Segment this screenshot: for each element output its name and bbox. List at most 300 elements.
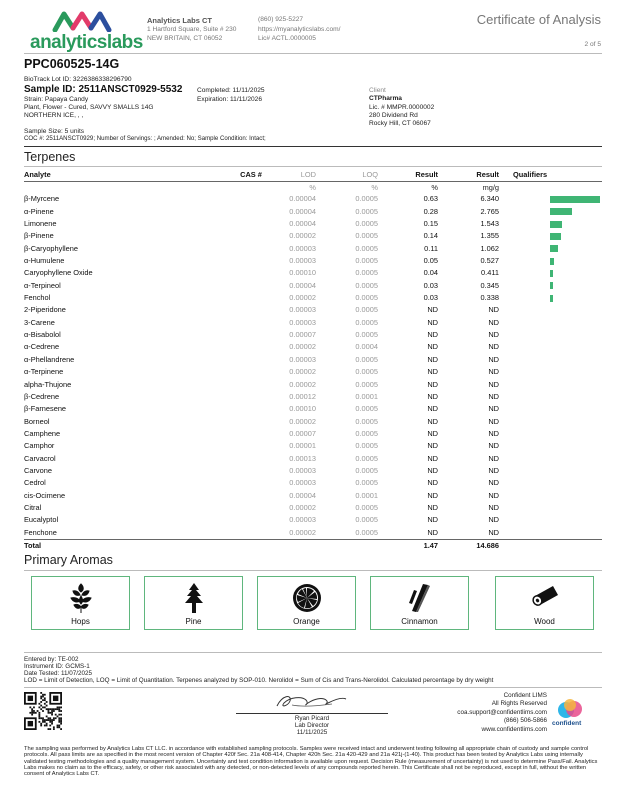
result-mg: 1.062 bbox=[480, 243, 499, 253]
result-mg: ND bbox=[488, 465, 499, 475]
result-pct: ND bbox=[427, 317, 438, 327]
result-mg: ND bbox=[488, 391, 499, 401]
result-bar bbox=[550, 295, 553, 302]
table-row bbox=[24, 403, 602, 415]
lod-value: 0.00002 bbox=[289, 502, 316, 512]
total-loq bbox=[316, 539, 378, 552]
table-row bbox=[24, 502, 602, 514]
lod-value: 0.00003 bbox=[289, 465, 316, 475]
analyte-name: α-Humulene bbox=[24, 256, 65, 266]
aroma-label: Hops bbox=[71, 617, 90, 626]
result-pct: ND bbox=[427, 515, 438, 525]
col-cas: CAS # bbox=[231, 169, 271, 182]
result-pct: 0.63 bbox=[423, 194, 438, 204]
loq-value: 0.0005 bbox=[355, 527, 378, 537]
product-type: Plant, Flower - Cured, SAVVY SMALLS 14G bbox=[24, 104, 154, 111]
lod-value: 0.00003 bbox=[289, 317, 316, 327]
lab-logo-mark-icon bbox=[52, 10, 112, 32]
cas-number bbox=[231, 514, 271, 526]
signer-name: Ryan Picard bbox=[294, 715, 330, 722]
pine-tree-icon bbox=[178, 582, 210, 614]
analyte-name: Fenchol bbox=[24, 293, 51, 303]
result-mg: ND bbox=[488, 342, 499, 352]
lod-value: 0.00007 bbox=[289, 330, 316, 340]
cas-number bbox=[231, 267, 271, 279]
qualifier-cell bbox=[499, 304, 602, 316]
loq-value: 0.0005 bbox=[355, 441, 378, 451]
lab-address-1: 1 Hartford Square, Suite # 230 bbox=[147, 26, 237, 33]
table-row bbox=[24, 379, 602, 391]
result-pct: ND bbox=[427, 342, 438, 352]
qualifier-cell bbox=[499, 416, 602, 428]
sample-size: Sample Size: 5 units bbox=[24, 128, 85, 135]
result-pct: ND bbox=[427, 478, 438, 488]
footer-divider bbox=[24, 652, 602, 653]
result-mg: ND bbox=[488, 354, 499, 364]
cas-number bbox=[231, 465, 271, 477]
loq-value: 0.0005 bbox=[355, 256, 378, 266]
cas-number bbox=[231, 354, 271, 366]
qualifier-cell bbox=[499, 366, 602, 378]
table-row bbox=[24, 218, 602, 230]
analyte-name: Cedrol bbox=[24, 478, 46, 488]
analyte-name: Camphene bbox=[24, 428, 61, 438]
entered-by: Entered by: TE-002 bbox=[24, 656, 79, 663]
lod-value: 0.00002 bbox=[289, 231, 316, 241]
loq-value: 0.0001 bbox=[355, 490, 378, 500]
loq-value: 0.0005 bbox=[355, 206, 378, 216]
aroma-label: Cinnamon bbox=[401, 617, 438, 626]
result-bar bbox=[550, 196, 600, 203]
units-row bbox=[24, 182, 602, 194]
loq-value: 0.0001 bbox=[355, 391, 378, 401]
result-pct: ND bbox=[427, 441, 438, 451]
qualifier-cell bbox=[499, 490, 602, 502]
result-bar bbox=[550, 221, 562, 228]
col-loq: LOQ bbox=[316, 169, 378, 182]
result-pct: ND bbox=[427, 354, 438, 364]
qualifier-cell bbox=[499, 453, 602, 465]
cas-number bbox=[231, 206, 271, 218]
loq-value: 0.0005 bbox=[355, 465, 378, 475]
col-result-pct: Result bbox=[378, 169, 438, 182]
analyte-name: Caryophyllene Oxide bbox=[24, 268, 93, 278]
table-row bbox=[24, 428, 602, 440]
signature bbox=[272, 691, 352, 713]
loq-value: 0.0005 bbox=[355, 428, 378, 438]
analyte-name: Carvacrol bbox=[24, 453, 56, 463]
lims-email[interactable]: coa.support@confidentlims.com bbox=[457, 709, 547, 716]
loq-value: 0.0005 bbox=[355, 305, 378, 315]
lod-value: 0.00003 bbox=[289, 305, 316, 315]
lims-phone: (866) 506-5866 bbox=[503, 717, 547, 724]
loq-value: 0.0005 bbox=[355, 219, 378, 229]
analyte-name: α-Pinene bbox=[24, 206, 54, 216]
loq-value: 0.0004 bbox=[355, 342, 378, 352]
lab-license: Lic# ACTL.0000005 bbox=[258, 35, 316, 42]
cas-number bbox=[231, 403, 271, 415]
lod-value: 0.00004 bbox=[289, 206, 316, 216]
aroma-cinnamon bbox=[370, 576, 469, 630]
page-number: 2 of 5 bbox=[584, 41, 601, 48]
cas-number bbox=[231, 527, 271, 540]
table-row bbox=[24, 391, 602, 403]
terpenes-table bbox=[24, 169, 602, 552]
qualifier-cell bbox=[499, 391, 602, 403]
loq-value: 0.0005 bbox=[355, 416, 378, 426]
table-row bbox=[24, 465, 602, 477]
qualifier-cell bbox=[499, 465, 602, 477]
result-mg: ND bbox=[488, 404, 499, 414]
terpenes-header-row bbox=[24, 169, 602, 182]
wood-log-icon bbox=[529, 582, 561, 614]
result-bar bbox=[550, 270, 553, 277]
table-row bbox=[24, 329, 602, 341]
qr-code bbox=[24, 692, 62, 730]
instrument-id: Instrument ID: GCMS-1 bbox=[24, 663, 90, 670]
cas-number bbox=[231, 218, 271, 230]
result-bar bbox=[550, 245, 558, 252]
table-row bbox=[24, 280, 602, 292]
result-mg: ND bbox=[488, 317, 499, 327]
col-lod: LOD bbox=[271, 169, 316, 182]
result-mg: 0.345 bbox=[480, 280, 499, 290]
notes-divider bbox=[24, 687, 602, 688]
total-cas bbox=[231, 539, 271, 552]
result-mg: ND bbox=[488, 453, 499, 463]
qualifier-cell bbox=[499, 428, 602, 440]
sample-id: Sample ID: 2511ANSCT0929-5532 bbox=[24, 84, 183, 95]
loq-value: 0.0005 bbox=[355, 404, 378, 414]
loq-value: 0.0005 bbox=[355, 453, 378, 463]
aroma-orange bbox=[257, 576, 356, 630]
result-bar bbox=[550, 208, 572, 215]
analyte-name: β-Pinene bbox=[24, 231, 54, 241]
lod-value: 0.00002 bbox=[289, 527, 316, 537]
lod-value: 0.00004 bbox=[289, 219, 316, 229]
result-mg: ND bbox=[488, 441, 499, 451]
aroma-label: Wood bbox=[534, 617, 555, 626]
lod-value: 0.00003 bbox=[289, 354, 316, 364]
info-divider bbox=[24, 146, 602, 147]
total-pct: 1.47 bbox=[378, 539, 438, 552]
table-row bbox=[24, 304, 602, 316]
result-pct: ND bbox=[427, 502, 438, 512]
analyte-name: α-Bisabolol bbox=[24, 330, 61, 340]
lod-value: 0.00002 bbox=[289, 293, 316, 303]
qualifier-cell bbox=[499, 379, 602, 391]
lod-value: 0.00002 bbox=[289, 379, 316, 389]
loq-value: 0.0005 bbox=[355, 367, 378, 377]
lod-value: 0.00004 bbox=[289, 490, 316, 500]
result-mg: 1.355 bbox=[480, 231, 499, 241]
table-row bbox=[24, 366, 602, 378]
analyte-name: 2-Piperidone bbox=[24, 305, 66, 315]
confident-logo-text: confident bbox=[552, 720, 582, 727]
table-row bbox=[24, 514, 602, 526]
table-row bbox=[24, 292, 602, 304]
analyte-name: Eucalyptol bbox=[24, 515, 59, 525]
analyte-name: 3-Carene bbox=[24, 317, 55, 327]
analyte-name: cis-Ocimene bbox=[24, 490, 66, 500]
date-tested: Date Tested: 11/07/2025 bbox=[24, 670, 93, 677]
lod-value: 0.00001 bbox=[289, 441, 316, 451]
unit-result-pct: % bbox=[431, 183, 438, 193]
cas-number bbox=[231, 193, 271, 205]
table-row bbox=[24, 267, 602, 279]
table-row bbox=[24, 317, 602, 329]
result-pct: ND bbox=[427, 416, 438, 426]
lab-name: Analytics Labs CT bbox=[147, 16, 213, 25]
lod-value: 0.00012 bbox=[289, 391, 316, 401]
cas-number bbox=[231, 317, 271, 329]
result-bar bbox=[550, 233, 561, 240]
loq-value: 0.0005 bbox=[355, 515, 378, 525]
aroma-hops bbox=[31, 576, 130, 630]
result-pct: 0.28 bbox=[423, 206, 438, 216]
loq-value: 0.0005 bbox=[355, 280, 378, 290]
qualifier-cell bbox=[499, 502, 602, 514]
aromas-title-divider bbox=[24, 570, 602, 571]
table-row bbox=[24, 206, 602, 218]
signature-line bbox=[236, 713, 388, 714]
result-mg: 6.340 bbox=[480, 194, 499, 204]
client-license: Lic. # MMPR.0000002 bbox=[369, 104, 435, 111]
analyte-name: Carvone bbox=[24, 465, 52, 475]
result-mg: 0.527 bbox=[480, 256, 499, 266]
cas-number bbox=[231, 366, 271, 378]
lod-value: 0.00003 bbox=[289, 256, 316, 266]
table-row bbox=[24, 243, 602, 255]
result-pct: 0.03 bbox=[423, 293, 438, 303]
cas-number bbox=[231, 477, 271, 489]
table-row bbox=[24, 193, 602, 205]
cas-number bbox=[231, 502, 271, 514]
loq-value: 0.0005 bbox=[355, 330, 378, 340]
signer-title: Lab Director bbox=[294, 722, 330, 729]
result-mg: ND bbox=[488, 379, 499, 389]
lod-value: 0.00003 bbox=[289, 478, 316, 488]
qualifier-cell bbox=[499, 527, 602, 540]
cas-number bbox=[231, 391, 271, 403]
analyte-name: β-Farnesene bbox=[24, 404, 67, 414]
result-pct: ND bbox=[427, 453, 438, 463]
unit-result-mg: mg/g bbox=[482, 183, 499, 193]
total-row bbox=[24, 539, 602, 552]
client-name: CTPharma bbox=[369, 95, 402, 102]
cas-number bbox=[231, 292, 271, 304]
loq-value: 0.0005 bbox=[355, 354, 378, 364]
result-mg: 1.543 bbox=[480, 219, 499, 229]
unit-loq: % bbox=[371, 183, 378, 193]
analyte-name: Borneol bbox=[24, 416, 50, 426]
analyte-name: α-Cedrene bbox=[24, 342, 60, 352]
cas-number bbox=[231, 280, 271, 292]
analyte-name: Citral bbox=[24, 502, 42, 512]
table-row bbox=[24, 490, 602, 502]
client-address-2: Rocky Hill, CT 06067 bbox=[369, 120, 431, 127]
result-mg: 2.765 bbox=[480, 206, 499, 216]
result-mg: 0.338 bbox=[480, 293, 499, 303]
cas-number bbox=[231, 243, 271, 255]
aroma-label: Orange bbox=[293, 617, 320, 626]
total-mg: 14.686 bbox=[438, 539, 499, 552]
terpenes-section-title: Terpenes bbox=[24, 150, 76, 164]
qualifier-cell bbox=[499, 514, 602, 526]
lab-phone: (860) 925-5227 bbox=[258, 16, 304, 23]
result-mg: ND bbox=[488, 428, 499, 438]
result-pct: 0.11 bbox=[424, 243, 438, 253]
cas-number bbox=[231, 416, 271, 428]
hops-icon bbox=[65, 582, 97, 614]
qualifier-cell bbox=[499, 354, 602, 366]
terpenes-title-divider bbox=[24, 166, 602, 167]
cas-number bbox=[231, 255, 271, 267]
lod-value: 0.00002 bbox=[289, 367, 316, 377]
result-pct: ND bbox=[427, 379, 438, 389]
analyte-name: Limonene bbox=[24, 219, 57, 229]
aroma-wood bbox=[495, 576, 594, 630]
total-qualifier bbox=[499, 539, 602, 552]
qualifier-cell bbox=[499, 440, 602, 452]
result-pct: ND bbox=[427, 527, 438, 537]
result-mg: ND bbox=[488, 502, 499, 512]
result-pct: 0.05 bbox=[423, 256, 438, 266]
biotrack-lot-id: BioTrack Lot ID: 3226386338296790 bbox=[24, 76, 132, 83]
cinnamon-stick-icon bbox=[404, 582, 436, 614]
lims-name: Confident LIMS bbox=[503, 692, 547, 699]
lod-value: 0.00010 bbox=[289, 404, 316, 414]
confident-logo-icon bbox=[555, 698, 585, 720]
qualifier-cell bbox=[499, 403, 602, 415]
coc-info: COC #: 2511ANSCT0929; Number of Servings: ; Amended: No; Sample Condition: Intact; bbox=[24, 135, 266, 142]
col-qualifiers: Qualifiers bbox=[499, 169, 602, 182]
client-label: Client bbox=[369, 87, 386, 94]
table-row bbox=[24, 255, 602, 267]
aromas-section-title: Primary Aromas bbox=[24, 553, 113, 567]
analyte-name: β-Myrcene bbox=[24, 194, 60, 204]
qualifier-cell bbox=[499, 317, 602, 329]
table-row bbox=[24, 230, 602, 242]
result-pct: ND bbox=[427, 330, 438, 340]
loq-value: 0.0005 bbox=[355, 194, 378, 204]
total-lod bbox=[271, 539, 316, 552]
cas-number bbox=[231, 379, 271, 391]
col-result-mg: Result bbox=[438, 169, 499, 182]
analyte-name: β-Caryophyllene bbox=[24, 243, 78, 253]
result-mg: ND bbox=[488, 416, 499, 426]
analyte-name: α-Terpineol bbox=[24, 280, 61, 290]
result-mg: ND bbox=[488, 305, 499, 315]
result-pct: 0.15 bbox=[423, 219, 438, 229]
table-row bbox=[24, 416, 602, 428]
aroma-label: Pine bbox=[185, 617, 202, 626]
lod-value: 0.00002 bbox=[289, 416, 316, 426]
loq-value: 0.0005 bbox=[355, 243, 378, 253]
result-bar bbox=[550, 258, 554, 265]
signer-date: 11/11/2025 bbox=[296, 729, 328, 736]
orange-slice-icon bbox=[291, 582, 323, 614]
result-mg: ND bbox=[488, 367, 499, 377]
lod-value: 0.00003 bbox=[289, 515, 316, 525]
result-pct: ND bbox=[427, 490, 438, 500]
table-row bbox=[24, 440, 602, 452]
analyte-name: α-Phellandrene bbox=[24, 354, 75, 364]
result-pct: ND bbox=[427, 404, 438, 414]
table-row bbox=[24, 453, 602, 465]
result-pct: ND bbox=[427, 428, 438, 438]
analyte-name: β-Cedrene bbox=[24, 391, 60, 401]
batch-number: PPC060525-14G bbox=[24, 57, 120, 71]
aroma-pine bbox=[144, 576, 243, 630]
strain: Strain: Papaya Candy bbox=[24, 96, 89, 103]
cas-number bbox=[231, 304, 271, 316]
loq-value: 0.0005 bbox=[355, 502, 378, 512]
loq-value: 0.0005 bbox=[355, 231, 378, 241]
analyte-name: alpha-Thujone bbox=[24, 379, 72, 389]
lims-rights: All Rights Reserved bbox=[491, 700, 547, 707]
lod-value: 0.00004 bbox=[289, 194, 316, 204]
cas-number bbox=[231, 329, 271, 341]
qualifier-cell bbox=[499, 477, 602, 489]
method-notes: LOD = Limit of Detection, LOQ = Limit of Quantitation. Terpenes analyzed by SOP-010. Nerolidol = Sum of Cis and Trans-Nerolidol. Calculated percentage by dry weight bbox=[24, 677, 494, 684]
result-pct: ND bbox=[427, 465, 438, 475]
lod-value: 0.00013 bbox=[289, 453, 316, 463]
col-analyte: Analyte bbox=[24, 169, 231, 182]
disclaimer: The sampling was performed by Analytics Labs CT LLC. in accordance with established sampling protocols. Samples were received intact and underwent testing following all appropriate chain of custody and sample control protocols. All pass limits are as specified in the most recent version of Chapter 420f Sec. 21a 408-414, Chapter 420h Sec. 21a 420-429 and 21a 421j-(1-40). This product has been tested by Analytics Labs using internally validated testing methodologies and a quality management system. Uncertainty and test condition information is available upon request. Decision Rule (measurement of uncertainty) is not used to determine Pass/Fail. Analytics Labs makes no claim as to the efficacy, safety, or other risk associated with any detected, or non-detected levels of any compounds reported herein. This Certificate shall not be reproduced, except in full, without the written consent of Analytics Labs CT. bbox=[24, 746, 598, 778]
total-label: Total bbox=[24, 539, 231, 552]
lab-logo bbox=[30, 10, 143, 54]
cas-number bbox=[231, 230, 271, 242]
lims-website[interactable]: www.confidentlims.com bbox=[481, 726, 547, 733]
table-row bbox=[24, 354, 602, 366]
result-mg: ND bbox=[488, 490, 499, 500]
table-row bbox=[24, 527, 602, 540]
loq-value: 0.0005 bbox=[355, 478, 378, 488]
loq-value: 0.0005 bbox=[355, 293, 378, 303]
cas-number bbox=[231, 490, 271, 502]
result-pct: 0.04 bbox=[423, 268, 438, 278]
loq-value: 0.0005 bbox=[355, 317, 378, 327]
result-pct: ND bbox=[427, 391, 438, 401]
product-line-2: NORTHERN ICE, , , bbox=[24, 112, 84, 119]
lod-value: 0.00003 bbox=[289, 243, 316, 253]
cas-number bbox=[231, 440, 271, 452]
result-bar bbox=[550, 282, 553, 289]
result-mg: ND bbox=[488, 330, 499, 340]
result-mg: ND bbox=[488, 515, 499, 525]
result-pct: ND bbox=[427, 305, 438, 315]
expiration-date: Expiration: 11/11/2026 bbox=[197, 96, 263, 103]
table-row bbox=[24, 341, 602, 353]
loq-value: 0.0005 bbox=[355, 379, 378, 389]
lod-value: 0.00010 bbox=[289, 268, 316, 278]
cas-number bbox=[231, 341, 271, 353]
cas-number bbox=[231, 428, 271, 440]
document-title: Certificate of Analysis bbox=[476, 12, 601, 27]
lab-website: https://myanalyticslabs.com/ bbox=[258, 26, 341, 33]
analyte-name: α-Terpinene bbox=[24, 367, 64, 377]
lab-address-2: NEW BRITAIN, CT 06052 bbox=[147, 35, 223, 42]
cas-number bbox=[231, 453, 271, 465]
result-mg: ND bbox=[488, 527, 499, 537]
client-address-1: 280 Dividend Rd bbox=[369, 112, 418, 119]
qualifier-cell bbox=[499, 329, 602, 341]
result-mg: ND bbox=[488, 478, 499, 488]
result-pct: 0.14 bbox=[423, 231, 438, 241]
table-row bbox=[24, 477, 602, 489]
result-pct: 0.03 bbox=[423, 280, 438, 290]
